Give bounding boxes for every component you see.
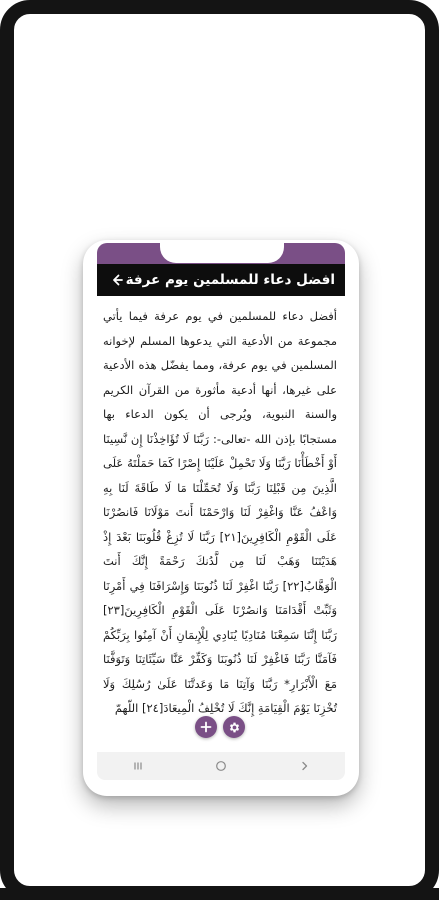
dua-text: أفضل دعاء للمسلمين في يوم عرفة فيما يأتي مجموعة من الأدعية التي يدعوها المسلم لإخوانه المسلمين في يوم عرفة، ومما يفضّل هذه الأدعية على غيرها، أنها أدعية مأثورة من القرآن الكريم والسنة النبوية، ويُرجى أن يكون الدعاء بها مستجابًا بإذن الله -تعالى-: رَبَّنَا لَا تُؤَاخِذْنَا إِن نَّسِينَا أَوْ أَخْطَأْنَا رَبَّنَا وَلَا تَحْمِلْ عَلَيْنَا إِصْرًا كَمَا حَمَلْتَهُ عَلَى الَّذِينَ مِن قَبْلِنَا رَبَّنَا وَلَا تُحَمِّلْنَا مَا لَا طَاقَةَ لَنَا بِهِ وَاعْفُ عَنَّا وَاغْفِرْ لَنَا وَارْحَمْنَا أَنتَ مَوْلَانَا فَانصُرْنَا عَلَى الْقَوْمِ الْكَافِرِينَ[٢١] رَبَّنَا لَا تُزِغْ قُلُوبَنَا بَعْدَ إِذْ هَدَيْتَنَا وَهَبْ لَنَا مِن لَّدُنكَ رَحْمَةً إِنَّكَ أَنتَ الْوَهَّابُ[٢٢] رَبَّنَا اغْفِرْ لَنَا ذُنُوبَنَا وَإِسْرَافَنَا فِي أَمْرِنَا وَثَبِّتْ أَقْدَامَنَا وَانصُرْنَا عَلَى الْقَوْمِ الْكَافِرِينَ[٢٣] رَبَّنَا إِنَّنَا سَمِعْنَا مُنَادِيًا يُنَادِي لِلْإِيمَانِ أَنْ آمِنُوا بِرَبِّكُمْ فَآمَنَّا رَبَّنَا فَاغْفِرْ لَنَا ذُنُوبَنَا وَكَفِّرْ عَنَّا سَيِّئَاتِنَا وَتَوَفَّنَا مَعَ الْأَبْرَارِ* رَبَّنَا وَآتِنَا مَا وَعَدتَّنَا عَلَىٰ رُسُلِكَ وَلَا تُخْزِنَا يَوْمَ الْقِيَامَةِ إِنَّكَ لَا تُخْلِفُ الْمِيعَادَ[٢٤] اللّهمّ [103, 309, 337, 715]
gear-icon [228, 721, 241, 734]
home-circle-icon [215, 760, 227, 772]
add-button[interactable] [195, 716, 217, 738]
recents-icon [132, 760, 144, 772]
home-button[interactable] [206, 755, 236, 777]
system-back-button[interactable] [289, 755, 319, 777]
settings-button[interactable] [223, 716, 245, 738]
system-nav-bar [97, 752, 345, 780]
arrow-left-icon[interactable] [109, 272, 125, 288]
page-title: افضل دعاء للمسلمين يوم عرفة [125, 272, 335, 288]
phone-notch [160, 243, 284, 263]
content-scroll-area[interactable] [99, 302, 343, 750]
back-chevron-icon [298, 760, 310, 772]
app-bar [97, 264, 345, 296]
plus-icon [200, 721, 212, 733]
recents-button[interactable] [123, 755, 153, 777]
